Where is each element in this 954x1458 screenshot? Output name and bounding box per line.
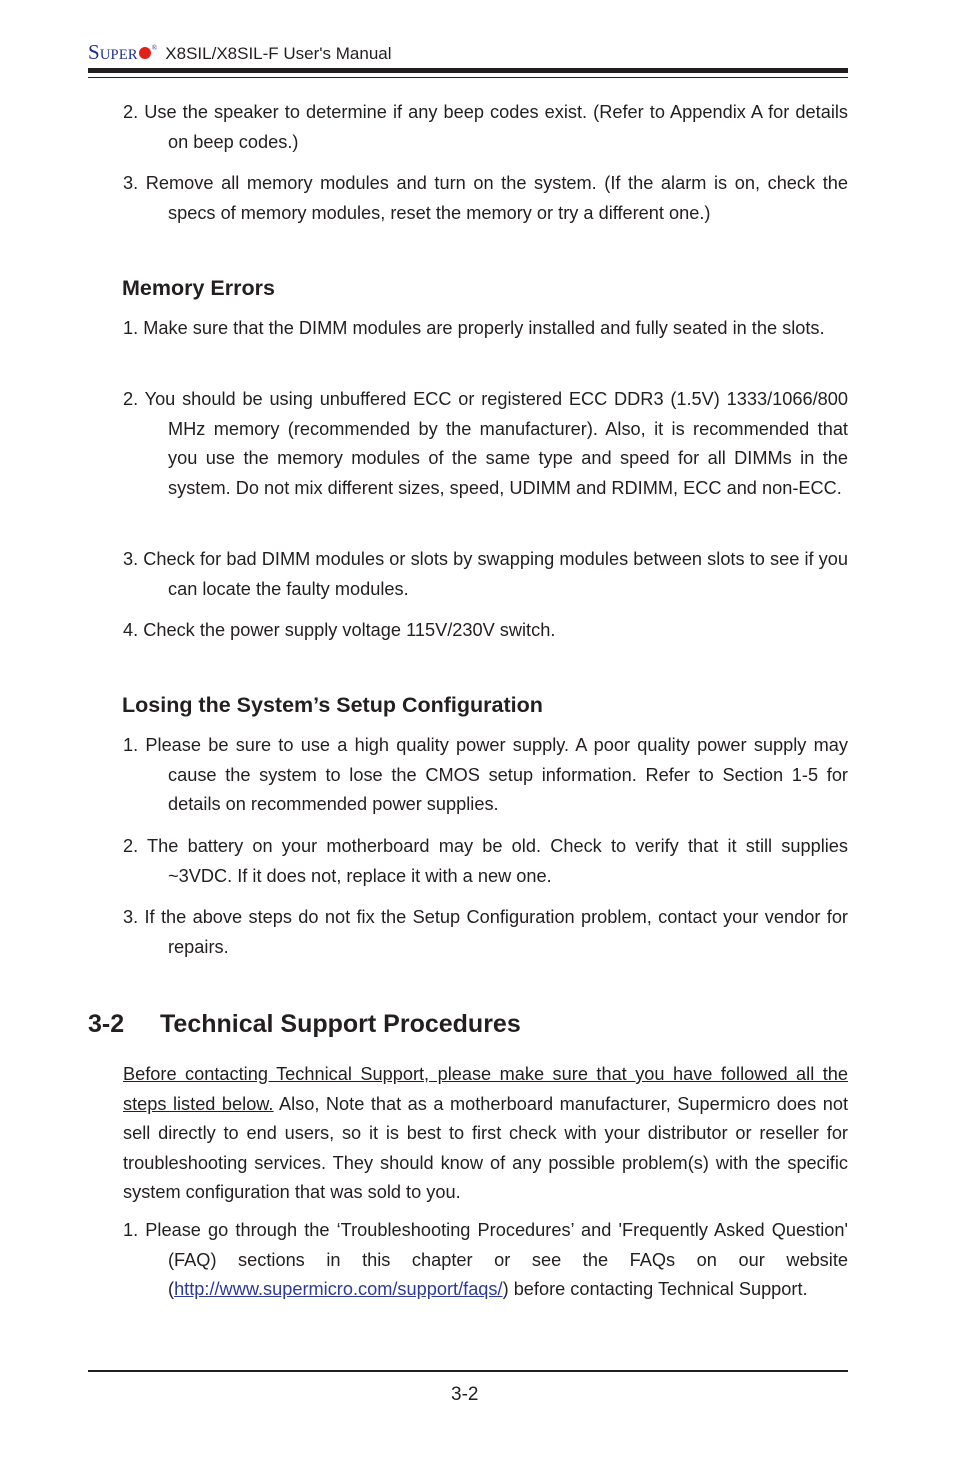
logo-rest-letters: UPER	[99, 47, 138, 63]
setup-configuration-heading: Losing the System’s Setup Configuration	[122, 693, 543, 717]
list-item: 2. The battery on your motherboard may be old. Check to verify that it still supplies ~3VDC. If it does not, replace it with a new one.	[123, 836, 848, 886]
section-intro-paragraph	[123, 1060, 848, 1208]
manual-title: X8SIL/X8SIL-F User's Manual	[165, 44, 392, 63]
list-item: 3. Check for bad DIMM modules or slots by swapping modules between slots to see if you can locate the faulty modules.	[123, 549, 848, 599]
list-item: 2. You should be using unbuffered ECC or registered ECC DDR3 (1.5V) 1333/1066/800 MHz memory (recommended by the manufacturer). Also, it is recommended that you use the memory modules of the same type and speed for all DIMMs in the system. Do not mix different sizes, speed, UDIMM and RDIMM, ECC and non-ECC.	[123, 389, 848, 498]
section-number: 3-2	[88, 1010, 125, 1038]
faq-link[interactable]: http://www.supermicro.com/support/faqs/	[174, 1279, 503, 1299]
supermicro-logo	[88, 40, 157, 65]
header-rule-thin	[88, 77, 848, 78]
list-item: 1. Please be sure to use a high quality power supply. A poor quality power supply may cause the system to lose the CMOS setup information. Refer to Section 1-5 for details on recommended power supplies.	[123, 735, 848, 814]
page-number: 3-2	[451, 1384, 479, 1405]
list-item	[123, 1216, 848, 1305]
intro-underlined-text: Before contacting Technical Support, please make sure that you have followed all the steps listed below.	[123, 1064, 848, 1114]
list-item: 1. Make sure that the DIMM modules are properly installed and fully seated in the slots.	[123, 318, 825, 338]
list-item: 4. Check the power supply voltage 115V/230V switch.	[123, 620, 556, 640]
section-title: Technical Support Procedures	[160, 1010, 521, 1038]
logo-registered-mark: ®	[151, 44, 158, 52]
section-heading	[88, 1010, 521, 1039]
page-header	[88, 40, 392, 64]
logo-red-dot-icon	[139, 47, 151, 59]
logo-first-letter: S	[88, 40, 100, 64]
item-text-before-link: 1. Please go through the ‘Troubleshooting Procedures’ and 'Frequently Asked Question' (FAQ) sections in this chapter or see the FAQs on our website (	[123, 1220, 848, 1299]
header-rule-thick	[88, 68, 848, 73]
memory-errors-heading: Memory Errors	[122, 276, 275, 300]
list-item: 3. If the above steps do not fix the Setup Configuration problem, contact your vendor for repairs.	[123, 907, 848, 957]
list-item: 3. Remove all memory modules and turn on the system. (If the alarm is on, check the specs of memory modules, reset the memory or try a different one.)	[123, 173, 848, 223]
intro-text: Also, Note that as a motherboard manufacturer, Supermicro does not sell directly to end users, so it is best to first check with your distributor or reseller for troubleshooting services. They should know of any possible problem(s) with the specific system configuration that was sold to you.	[123, 1093, 848, 1202]
list-item: 2. Use the speaker to determine if any beep codes exist. (Refer to Appendix A for details on beep codes.)	[123, 102, 848, 152]
footer-rule	[88, 1370, 848, 1372]
item-text-after-link: ) before contacting Technical Support.	[502, 1279, 808, 1299]
